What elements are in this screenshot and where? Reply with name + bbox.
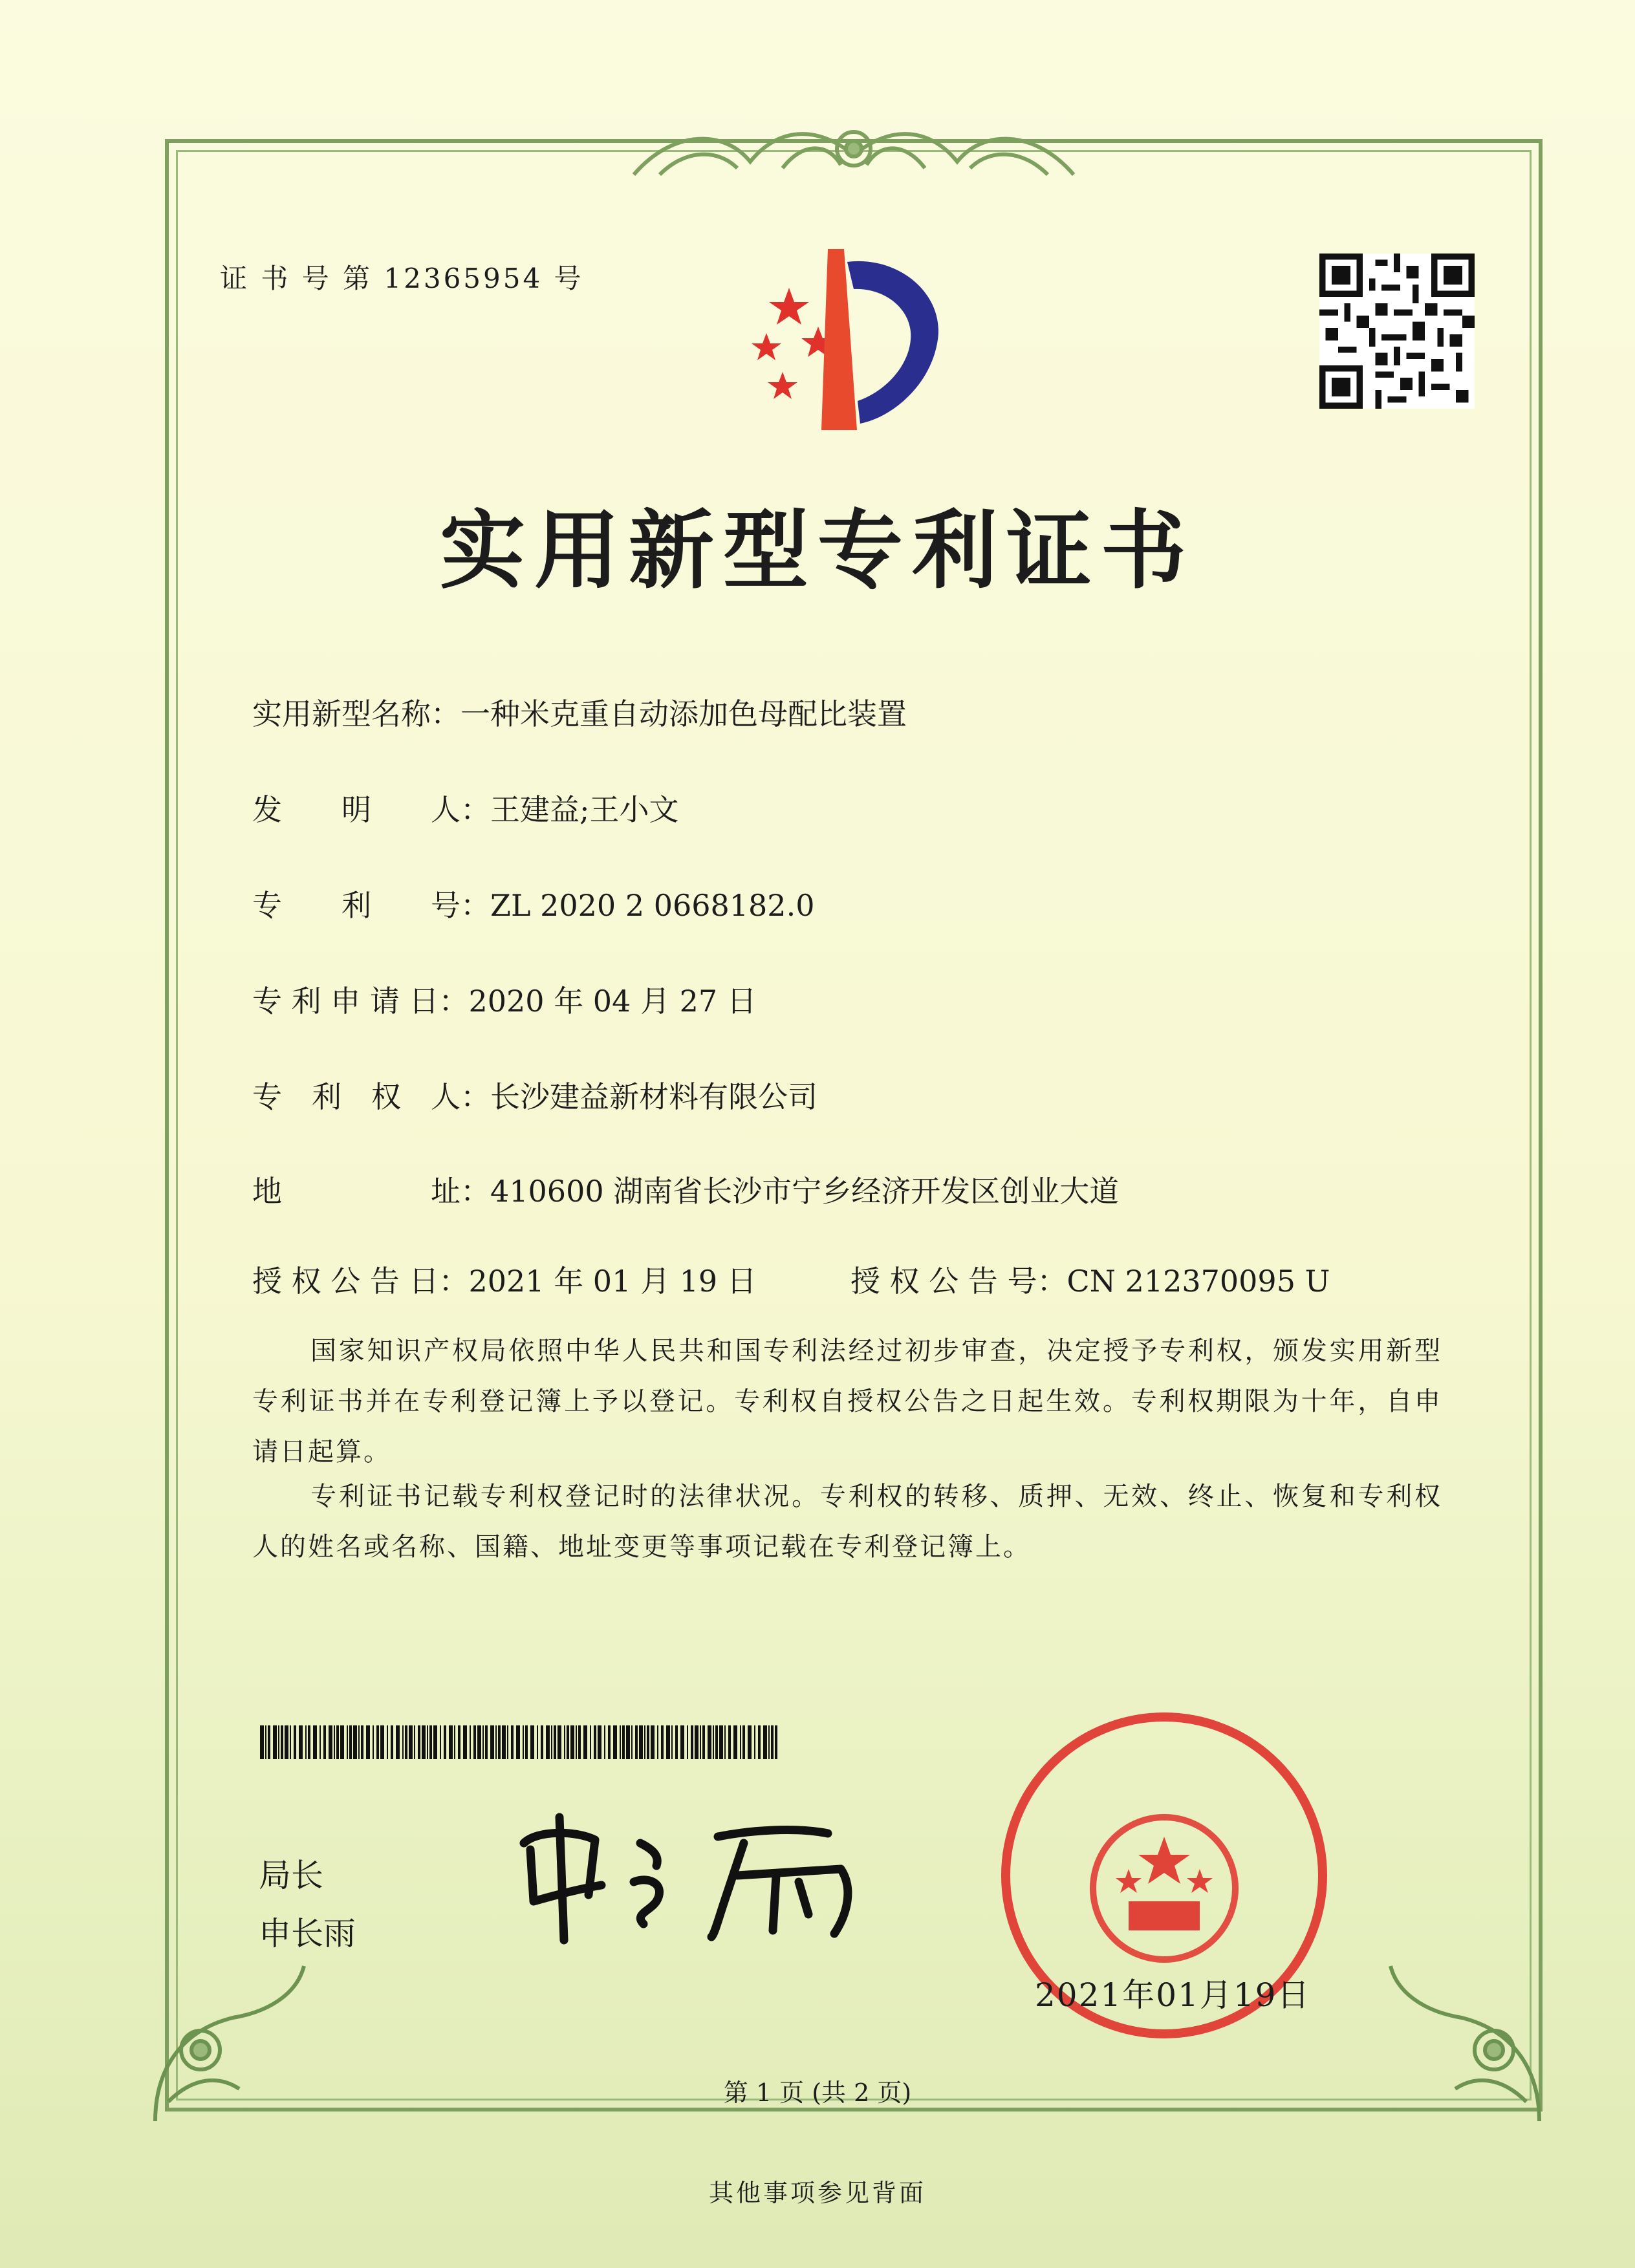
address-row xyxy=(252,1168,1119,1211)
filing-date-label: 专 利 申 请 日： xyxy=(252,984,469,1019)
cnipa-emblem-icon xyxy=(731,249,977,430)
patent-number-row xyxy=(252,882,814,925)
seal-date: 2021年01月19日 xyxy=(1035,1976,1311,2014)
back-side-note: 其他事项参见背面 xyxy=(708,2179,926,2207)
top-floral-ornament xyxy=(621,103,1087,188)
grant-date-row xyxy=(252,1258,757,1301)
grant-date-label: 授 权 公 告 日： xyxy=(252,1264,469,1299)
legal-status-paragraph: 专利证书记载专利权登记时的法律状况。专利权的转移、质押、无效、终止、恢复和专利权人的姓名或名称、国籍、地址变更等事项记载在专利登记簿上。 xyxy=(252,1482,1442,1562)
page-number: 第 1 页 (共 2 页) xyxy=(723,2079,912,2107)
patent-number-label: 专 利 号： xyxy=(252,888,490,923)
grant-statement-paragraph: 国家知识产权局依照中华人民共和国专利法经过初步审查，决定授予专利权，颁发实用新型专利证书并在专利登记簿上予以登记。专利权自授权公告之日起生效。专利权期限为十年，自申请日起算。 xyxy=(252,1336,1442,1467)
certificate-title: 实用新型专利证书 xyxy=(440,501,1195,601)
patentee-value: 长沙建益新材料有限公司 xyxy=(490,1079,817,1114)
patentee-label: 专 利 权 人： xyxy=(252,1079,490,1114)
patentee-row xyxy=(252,1074,817,1116)
publication-number-value: CN 212370095 U xyxy=(1067,1264,1330,1299)
inventor-label: 发 明 人： xyxy=(252,792,490,827)
utility-model-name-row xyxy=(252,691,907,733)
utility-model-name-value: 一种米克重自动添加色母配比装置 xyxy=(460,697,907,731)
certificate-number: 证 书 号 第 12365954 号 xyxy=(220,263,584,294)
utility-model-name-label: 实用新型名称： xyxy=(252,697,460,731)
inventor-value: 王建益;王小文 xyxy=(490,792,679,827)
filing-date-row xyxy=(252,978,757,1021)
inventor-row xyxy=(252,786,679,829)
signatory-title: 局长 xyxy=(259,1857,323,1894)
address-label: 地 址： xyxy=(252,1174,490,1209)
publication-number-row xyxy=(850,1258,1330,1301)
handwritten-signature xyxy=(504,1804,867,1953)
barcode-icon xyxy=(260,1725,777,1759)
qr-code-icon xyxy=(1319,254,1475,409)
filing-date-value: 2020 年 04 月 27 日 xyxy=(468,984,757,1019)
patent-number-value: ZL 2020 2 0668182.0 xyxy=(490,888,815,923)
publication-number-label: 授 权 公 告 号： xyxy=(850,1264,1067,1299)
grant-date-value: 2021 年 01 月 19 日 xyxy=(468,1264,757,1299)
address-value: 410600 湖南省长沙市宁乡经济开发区创业大道 xyxy=(490,1174,1120,1209)
signatory-name: 申长雨 xyxy=(259,1915,356,1952)
